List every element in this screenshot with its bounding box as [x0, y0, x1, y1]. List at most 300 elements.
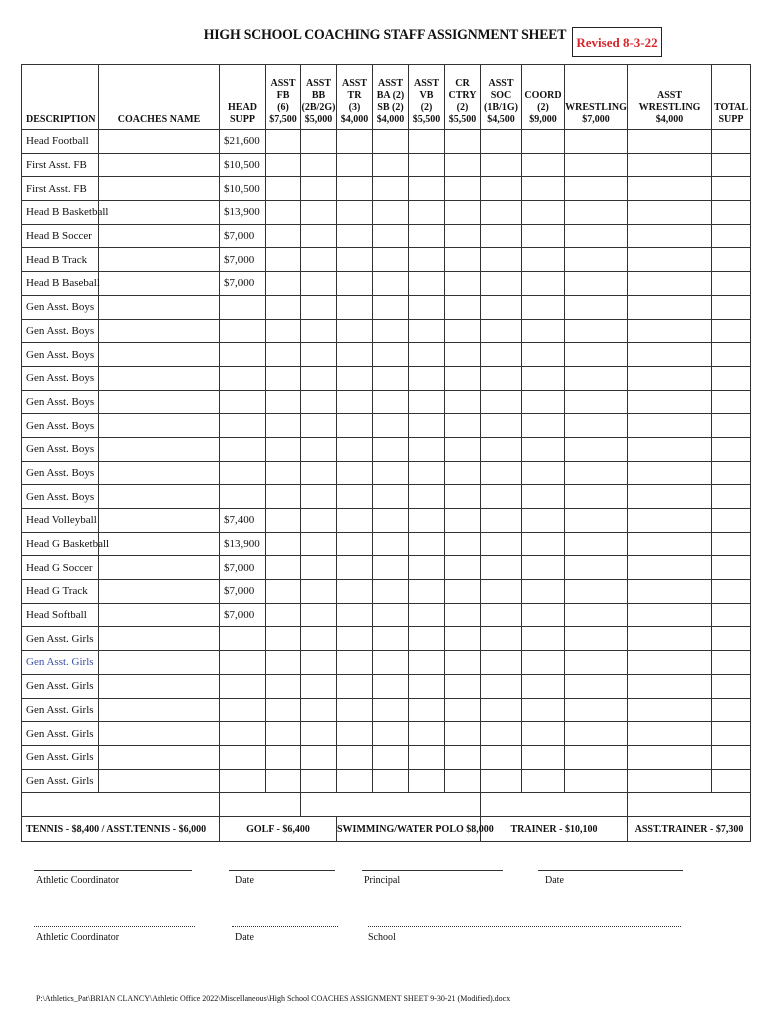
assignment-cell[interactable] — [522, 248, 565, 272]
assignment-cell[interactable] — [565, 130, 628, 154]
date-line[interactable] — [232, 926, 338, 927]
coach-name-cell[interactable] — [99, 509, 220, 533]
assignment-cell[interactable] — [337, 745, 373, 769]
assignment-cell[interactable] — [522, 461, 565, 485]
assignment-cell[interactable] — [301, 437, 337, 461]
assignment-cell[interactable] — [628, 201, 712, 225]
assignment-cell[interactable] — [445, 461, 481, 485]
assignment-cell[interactable] — [337, 201, 373, 225]
coach-name-cell[interactable] — [99, 627, 220, 651]
assignment-cell[interactable] — [445, 509, 481, 533]
assignment-cell[interactable] — [522, 580, 565, 604]
assignment-cell[interactable] — [522, 319, 565, 343]
assignment-cell[interactable] — [481, 509, 522, 533]
assignment-cell[interactable] — [409, 509, 445, 533]
coach-name-cell[interactable] — [99, 366, 220, 390]
assignment-cell[interactable] — [481, 153, 522, 177]
assignment-cell[interactable] — [301, 627, 337, 651]
assignment-cell[interactable] — [445, 651, 481, 675]
assignment-cell[interactable] — [628, 651, 712, 675]
assignment-cell[interactable] — [712, 319, 751, 343]
assignment-cell[interactable] — [712, 177, 751, 201]
assignment-cell[interactable] — [409, 556, 445, 580]
assignment-cell[interactable] — [522, 485, 565, 509]
assignment-cell[interactable] — [409, 248, 445, 272]
assignment-cell[interactable] — [445, 272, 481, 296]
assignment-cell[interactable] — [373, 201, 409, 225]
assignment-cell[interactable] — [628, 722, 712, 746]
assignment-cell[interactable] — [481, 224, 522, 248]
assignment-cell[interactable] — [481, 295, 522, 319]
coach-name-cell[interactable] — [99, 272, 220, 296]
assignment-cell[interactable] — [266, 722, 301, 746]
assignment-cell[interactable] — [565, 366, 628, 390]
assignment-cell[interactable] — [712, 651, 751, 675]
assignment-cell[interactable] — [481, 272, 522, 296]
assignment-cell[interactable] — [409, 201, 445, 225]
assignment-cell[interactable] — [481, 603, 522, 627]
assignment-cell[interactable] — [373, 769, 409, 793]
assignment-cell[interactable] — [409, 603, 445, 627]
assignment-cell[interactable] — [565, 319, 628, 343]
assignment-cell[interactable] — [522, 153, 565, 177]
assignment-cell[interactable] — [565, 627, 628, 651]
assignment-cell[interactable] — [373, 532, 409, 556]
coach-name-cell[interactable] — [99, 201, 220, 225]
assignment-cell[interactable] — [409, 295, 445, 319]
assignment-cell[interactable] — [565, 224, 628, 248]
assignment-cell[interactable] — [445, 580, 481, 604]
assignment-cell[interactable] — [628, 674, 712, 698]
assignment-cell[interactable] — [712, 295, 751, 319]
spacer-cell[interactable] — [301, 793, 481, 817]
assignment-cell[interactable] — [565, 437, 628, 461]
assignment-cell[interactable] — [712, 745, 751, 769]
coach-name-cell[interactable] — [99, 603, 220, 627]
assignment-cell[interactable] — [373, 177, 409, 201]
coach-name-cell[interactable] — [99, 130, 220, 154]
assignment-cell[interactable] — [337, 130, 373, 154]
assignment-cell[interactable] — [481, 390, 522, 414]
assignment-cell[interactable] — [373, 674, 409, 698]
assignment-cell[interactable] — [409, 153, 445, 177]
assignment-cell[interactable] — [712, 556, 751, 580]
assignment-cell[interactable] — [628, 437, 712, 461]
assignment-cell[interactable] — [266, 580, 301, 604]
assignment-cell[interactable] — [337, 295, 373, 319]
assignment-cell[interactable] — [337, 461, 373, 485]
assignment-cell[interactable] — [445, 745, 481, 769]
assignment-cell[interactable] — [301, 698, 337, 722]
assignment-cell[interactable] — [628, 698, 712, 722]
assignment-cell[interactable] — [409, 485, 445, 509]
assignment-cell[interactable] — [628, 177, 712, 201]
assignment-cell[interactable] — [481, 769, 522, 793]
assignment-cell[interactable] — [628, 390, 712, 414]
assignment-cell[interactable] — [445, 414, 481, 438]
assignment-cell[interactable] — [409, 674, 445, 698]
assignment-cell[interactable] — [445, 769, 481, 793]
assignment-cell[interactable] — [522, 390, 565, 414]
assignment-cell[interactable] — [522, 130, 565, 154]
assignment-cell[interactable] — [522, 556, 565, 580]
assignment-cell[interactable] — [628, 248, 712, 272]
assignment-cell[interactable] — [445, 485, 481, 509]
assignment-cell[interactable] — [565, 745, 628, 769]
assignment-cell[interactable] — [337, 343, 373, 367]
assignment-cell[interactable] — [712, 224, 751, 248]
assignment-cell[interactable] — [628, 556, 712, 580]
coach-name-cell[interactable] — [99, 580, 220, 604]
assignment-cell[interactable] — [409, 224, 445, 248]
assignment-cell[interactable] — [481, 556, 522, 580]
assignment-cell[interactable] — [565, 201, 628, 225]
assignment-cell[interactable] — [337, 390, 373, 414]
assignment-cell[interactable] — [301, 177, 337, 201]
assignment-cell[interactable] — [409, 390, 445, 414]
assignment-cell[interactable] — [522, 603, 565, 627]
assignment-cell[interactable] — [522, 201, 565, 225]
assignment-cell[interactable] — [712, 698, 751, 722]
assignment-cell[interactable] — [522, 414, 565, 438]
coach-name-cell[interactable] — [99, 674, 220, 698]
coach-name-cell[interactable] — [99, 177, 220, 201]
assignment-cell[interactable] — [301, 580, 337, 604]
assignment-cell[interactable] — [409, 272, 445, 296]
assignment-cell[interactable] — [409, 461, 445, 485]
assignment-cell[interactable] — [337, 437, 373, 461]
assignment-cell[interactable] — [337, 414, 373, 438]
assignment-cell[interactable] — [301, 295, 337, 319]
assignment-cell[interactable] — [628, 224, 712, 248]
assignment-cell[interactable] — [522, 532, 565, 556]
assignment-cell[interactable] — [481, 177, 522, 201]
coach-name-cell[interactable] — [99, 390, 220, 414]
assignment-cell[interactable] — [373, 745, 409, 769]
assignment-cell[interactable] — [445, 153, 481, 177]
assignment-cell[interactable] — [628, 603, 712, 627]
assignment-cell[interactable] — [373, 366, 409, 390]
assignment-cell[interactable] — [445, 295, 481, 319]
assignment-cell[interactable] — [565, 651, 628, 675]
assignment-cell[interactable] — [712, 509, 751, 533]
assignment-cell[interactable] — [409, 698, 445, 722]
assignment-cell[interactable] — [481, 414, 522, 438]
assignment-cell[interactable] — [481, 366, 522, 390]
assignment-cell[interactable] — [301, 130, 337, 154]
assignment-cell[interactable] — [445, 224, 481, 248]
assignment-cell[interactable] — [522, 745, 565, 769]
assignment-cell[interactable] — [481, 698, 522, 722]
assignment-cell[interactable] — [266, 769, 301, 793]
assignment-cell[interactable] — [266, 295, 301, 319]
assignment-cell[interactable] — [266, 153, 301, 177]
assignment-cell[interactable] — [522, 627, 565, 651]
assignment-cell[interactable] — [373, 319, 409, 343]
assignment-cell[interactable] — [301, 272, 337, 296]
assignment-cell[interactable] — [373, 130, 409, 154]
assignment-cell[interactable] — [712, 343, 751, 367]
assignment-cell[interactable] — [481, 651, 522, 675]
assignment-cell[interactable] — [373, 461, 409, 485]
assignment-cell[interactable] — [409, 627, 445, 651]
assignment-cell[interactable] — [301, 153, 337, 177]
assignment-cell[interactable] — [337, 485, 373, 509]
assignment-cell[interactable] — [301, 769, 337, 793]
assignment-cell[interactable] — [301, 603, 337, 627]
assignment-cell[interactable] — [522, 295, 565, 319]
assignment-cell[interactable] — [337, 627, 373, 651]
assignment-cell[interactable] — [481, 485, 522, 509]
assignment-cell[interactable] — [373, 627, 409, 651]
assignment-cell[interactable] — [445, 698, 481, 722]
assignment-cell[interactable] — [373, 651, 409, 675]
coach-name-cell[interactable] — [99, 556, 220, 580]
assignment-cell[interactable] — [266, 224, 301, 248]
assignment-cell[interactable] — [373, 390, 409, 414]
assignment-cell[interactable] — [712, 627, 751, 651]
spacer-cell[interactable] — [628, 793, 751, 817]
assignment-cell[interactable] — [565, 272, 628, 296]
assignment-cell[interactable] — [628, 580, 712, 604]
assignment-cell[interactable] — [628, 485, 712, 509]
assignment-cell[interactable] — [373, 224, 409, 248]
assignment-cell[interactable] — [301, 509, 337, 533]
assignment-cell[interactable] — [373, 698, 409, 722]
assignment-cell[interactable] — [628, 461, 712, 485]
spacer-cell[interactable] — [220, 793, 301, 817]
assignment-cell[interactable] — [565, 248, 628, 272]
assignment-cell[interactable] — [266, 272, 301, 296]
coach-name-cell[interactable] — [99, 343, 220, 367]
assignment-cell[interactable] — [301, 201, 337, 225]
assignment-cell[interactable] — [522, 366, 565, 390]
assignment-cell[interactable] — [301, 319, 337, 343]
assignment-cell[interactable] — [266, 627, 301, 651]
assignment-cell[interactable] — [409, 769, 445, 793]
athletic-coordinator-line[interactable] — [34, 870, 192, 871]
assignment-cell[interactable] — [565, 295, 628, 319]
assignment-cell[interactable] — [445, 722, 481, 746]
assignment-cell[interactable] — [445, 627, 481, 651]
assignment-cell[interactable] — [712, 603, 751, 627]
assignment-cell[interactable] — [522, 343, 565, 367]
assignment-cell[interactable] — [628, 319, 712, 343]
coach-name-cell[interactable] — [99, 437, 220, 461]
assignment-cell[interactable] — [301, 224, 337, 248]
coach-name-cell[interactable] — [99, 224, 220, 248]
assignment-cell[interactable] — [522, 509, 565, 533]
assignment-cell[interactable] — [445, 177, 481, 201]
assignment-cell[interactable] — [337, 532, 373, 556]
spacer-cell[interactable] — [22, 793, 220, 817]
coach-name-cell[interactable] — [99, 414, 220, 438]
assignment-cell[interactable] — [445, 390, 481, 414]
assignment-cell[interactable] — [712, 390, 751, 414]
assignment-cell[interactable] — [481, 130, 522, 154]
assignment-cell[interactable] — [565, 580, 628, 604]
assignment-cell[interactable] — [445, 319, 481, 343]
assignment-cell[interactable] — [522, 437, 565, 461]
assignment-cell[interactable] — [712, 414, 751, 438]
coach-name-cell[interactable] — [99, 745, 220, 769]
assignment-cell[interactable] — [565, 769, 628, 793]
assignment-cell[interactable] — [301, 722, 337, 746]
assignment-cell[interactable] — [266, 248, 301, 272]
assignment-cell[interactable] — [409, 722, 445, 746]
assignment-cell[interactable] — [373, 437, 409, 461]
spacer-cell[interactable] — [481, 793, 628, 817]
assignment-cell[interactable] — [565, 414, 628, 438]
assignment-cell[interactable] — [481, 627, 522, 651]
assignment-cell[interactable] — [628, 153, 712, 177]
assignment-cell[interactable] — [409, 414, 445, 438]
coach-name-cell[interactable] — [99, 769, 220, 793]
assignment-cell[interactable] — [301, 248, 337, 272]
assignment-cell[interactable] — [628, 769, 712, 793]
coach-name-cell[interactable] — [99, 248, 220, 272]
assignment-cell[interactable] — [712, 532, 751, 556]
assignment-cell[interactable] — [373, 722, 409, 746]
assignment-cell[interactable] — [301, 485, 337, 509]
assignment-cell[interactable] — [712, 366, 751, 390]
coach-name-cell[interactable] — [99, 532, 220, 556]
assignment-cell[interactable] — [628, 627, 712, 651]
assignment-cell[interactable] — [565, 390, 628, 414]
assignment-cell[interactable] — [445, 343, 481, 367]
assignment-cell[interactable] — [481, 437, 522, 461]
assignment-cell[interactable] — [266, 437, 301, 461]
assignment-cell[interactable] — [373, 295, 409, 319]
assignment-cell[interactable] — [712, 580, 751, 604]
assignment-cell[interactable] — [712, 272, 751, 296]
assignment-cell[interactable] — [301, 674, 337, 698]
assignment-cell[interactable] — [712, 485, 751, 509]
coach-name-cell[interactable] — [99, 461, 220, 485]
principal-line[interactable] — [362, 870, 503, 871]
assignment-cell[interactable] — [301, 461, 337, 485]
assignment-cell[interactable] — [266, 745, 301, 769]
assignment-cell[interactable] — [337, 651, 373, 675]
assignment-cell[interactable] — [445, 248, 481, 272]
assignment-cell[interactable] — [481, 674, 522, 698]
assignment-cell[interactable] — [445, 674, 481, 698]
assignment-cell[interactable] — [266, 343, 301, 367]
assignment-cell[interactable] — [301, 343, 337, 367]
assignment-cell[interactable] — [481, 343, 522, 367]
assignment-cell[interactable] — [337, 580, 373, 604]
assignment-cell[interactable] — [409, 177, 445, 201]
assignment-cell[interactable] — [565, 153, 628, 177]
coach-name-cell[interactable] — [99, 153, 220, 177]
assignment-cell[interactable] — [337, 674, 373, 698]
assignment-cell[interactable] — [712, 674, 751, 698]
coach-name-cell[interactable] — [99, 651, 220, 675]
assignment-cell[interactable] — [481, 745, 522, 769]
assignment-cell[interactable] — [373, 153, 409, 177]
assignment-cell[interactable] — [409, 651, 445, 675]
assignment-cell[interactable] — [337, 272, 373, 296]
assignment-cell[interactable] — [522, 698, 565, 722]
assignment-cell[interactable] — [266, 177, 301, 201]
school-line[interactable] — [368, 926, 681, 927]
assignment-cell[interactable] — [373, 603, 409, 627]
assignment-cell[interactable] — [565, 461, 628, 485]
assignment-cell[interactable] — [266, 201, 301, 225]
assignment-cell[interactable] — [445, 366, 481, 390]
assignment-cell[interactable] — [337, 509, 373, 533]
assignment-cell[interactable] — [301, 414, 337, 438]
assignment-cell[interactable] — [445, 556, 481, 580]
assignment-cell[interactable] — [373, 556, 409, 580]
assignment-cell[interactable] — [522, 769, 565, 793]
assignment-cell[interactable] — [481, 580, 522, 604]
assignment-cell[interactable] — [409, 319, 445, 343]
assignment-cell[interactable] — [712, 248, 751, 272]
assignment-cell[interactable] — [266, 130, 301, 154]
assignment-cell[interactable] — [565, 722, 628, 746]
assignment-cell[interactable] — [522, 224, 565, 248]
coach-name-cell[interactable] — [99, 722, 220, 746]
assignment-cell[interactable] — [337, 248, 373, 272]
assignment-cell[interactable] — [481, 319, 522, 343]
assignment-cell[interactable] — [337, 224, 373, 248]
coach-name-cell[interactable] — [99, 319, 220, 343]
assignment-cell[interactable] — [266, 366, 301, 390]
assignment-cell[interactable] — [565, 177, 628, 201]
assignment-cell[interactable] — [522, 651, 565, 675]
date-line[interactable] — [538, 870, 683, 871]
assignment-cell[interactable] — [409, 532, 445, 556]
assignment-cell[interactable] — [301, 366, 337, 390]
assignment-cell[interactable] — [445, 532, 481, 556]
assignment-cell[interactable] — [565, 698, 628, 722]
coach-name-cell[interactable] — [99, 485, 220, 509]
assignment-cell[interactable] — [565, 556, 628, 580]
assignment-cell[interactable] — [522, 272, 565, 296]
assignment-cell[interactable] — [337, 722, 373, 746]
assignment-cell[interactable] — [565, 485, 628, 509]
assignment-cell[interactable] — [266, 461, 301, 485]
assignment-cell[interactable] — [445, 201, 481, 225]
assignment-cell[interactable] — [373, 580, 409, 604]
date-line[interactable] — [229, 870, 335, 871]
assignment-cell[interactable] — [481, 461, 522, 485]
assignment-cell[interactable] — [445, 437, 481, 461]
assignment-cell[interactable] — [266, 319, 301, 343]
assignment-cell[interactable] — [301, 556, 337, 580]
assignment-cell[interactable] — [712, 201, 751, 225]
assignment-cell[interactable] — [266, 414, 301, 438]
assignment-cell[interactable] — [337, 319, 373, 343]
assignment-cell[interactable] — [337, 556, 373, 580]
assignment-cell[interactable] — [565, 674, 628, 698]
athletic-coordinator-line[interactable] — [34, 926, 195, 927]
assignment-cell[interactable] — [409, 366, 445, 390]
assignment-cell[interactable] — [266, 390, 301, 414]
assignment-cell[interactable] — [337, 366, 373, 390]
assignment-cell[interactable] — [337, 153, 373, 177]
assignment-cell[interactable] — [481, 248, 522, 272]
assignment-cell[interactable] — [712, 722, 751, 746]
assignment-cell[interactable] — [522, 674, 565, 698]
assignment-cell[interactable] — [266, 698, 301, 722]
assignment-cell[interactable] — [337, 769, 373, 793]
assignment-cell[interactable] — [373, 485, 409, 509]
assignment-cell[interactable] — [628, 130, 712, 154]
assignment-cell[interactable] — [337, 177, 373, 201]
assignment-cell[interactable] — [712, 461, 751, 485]
